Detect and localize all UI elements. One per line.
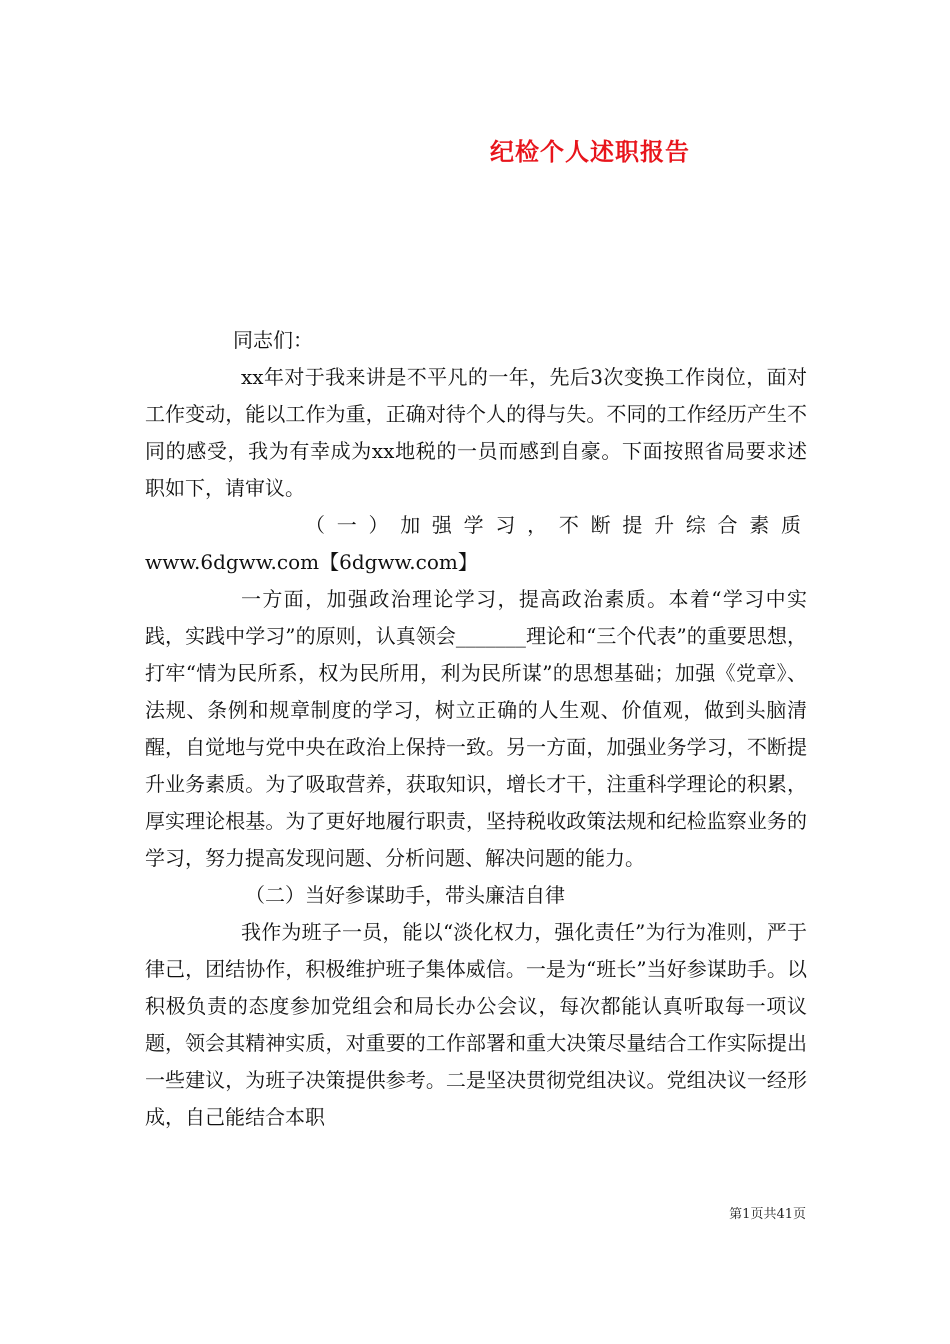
paragraph-intro: xx年对于我来讲是不平凡的一年，先后3次变换工作岗位，面对工作变动，能以工作为重，正确对待个人的得与失。不同的工作经历产生不同的感受，我为有幸成为xx地税的一员而感到自豪。下面按照省局要求述职如下，请审议。 (145, 365, 807, 500)
paragraph-advisor: 我作为班子一员，能以“淡化权力，强化责任”为行为准则，严于律己，团结协作，积极维护班子集体威信。一是为“班长”当好参谋助手。以积极负责的态度参加党组会和局长办公会议，每次都能认真听取每一项议题，领会其精神实质，对重要的工作部署和重大决策尽量结合工作实际提出一些建议，为班子决策提供参考。二是坚决贯彻党组决议。党组决议一经形成，自己能结合本职 (145, 920, 807, 1129)
paragraph-study: 一方面，加强政治理论学习，提高政治素质。本着“学习中实践，实践中学习”的原则，认真领会_______理论和“三个代表”的重要思想，打牢“情为民所系，权为民所用，利为民所谋”的思想基础；加强《党章》、法规、条例和规章制度的学习，树立正确的人生观、价值观，做到头脑清醒，自觉地与党中央在政治上保持一致。另一方面，加强业务学习，不断提升业务素质。为了吸取营养，获取知识，增长才干，注重科学理论的积累，厚实理论根基。为了更好地履行职责，坚持税收政策法规和纪检监察业务的学习，努力提高发现问题、分析问题、解决问题的能力。 (145, 587, 807, 870)
section-heading-1: （一）加强学习，不断提升综合素质 (305, 513, 807, 537)
document-title: 纪检个人述职报告 (490, 137, 690, 166)
section-heading-1-link: www.6dgww.com【6dgww.com】 (145, 550, 478, 574)
document-body (145, 322, 807, 1136)
section-heading-2: （二）当好参谋助手，带头廉洁自律 (245, 883, 565, 907)
greeting: 同志们： (233, 328, 313, 352)
page-number: 第1页共41页 (729, 1207, 806, 1222)
